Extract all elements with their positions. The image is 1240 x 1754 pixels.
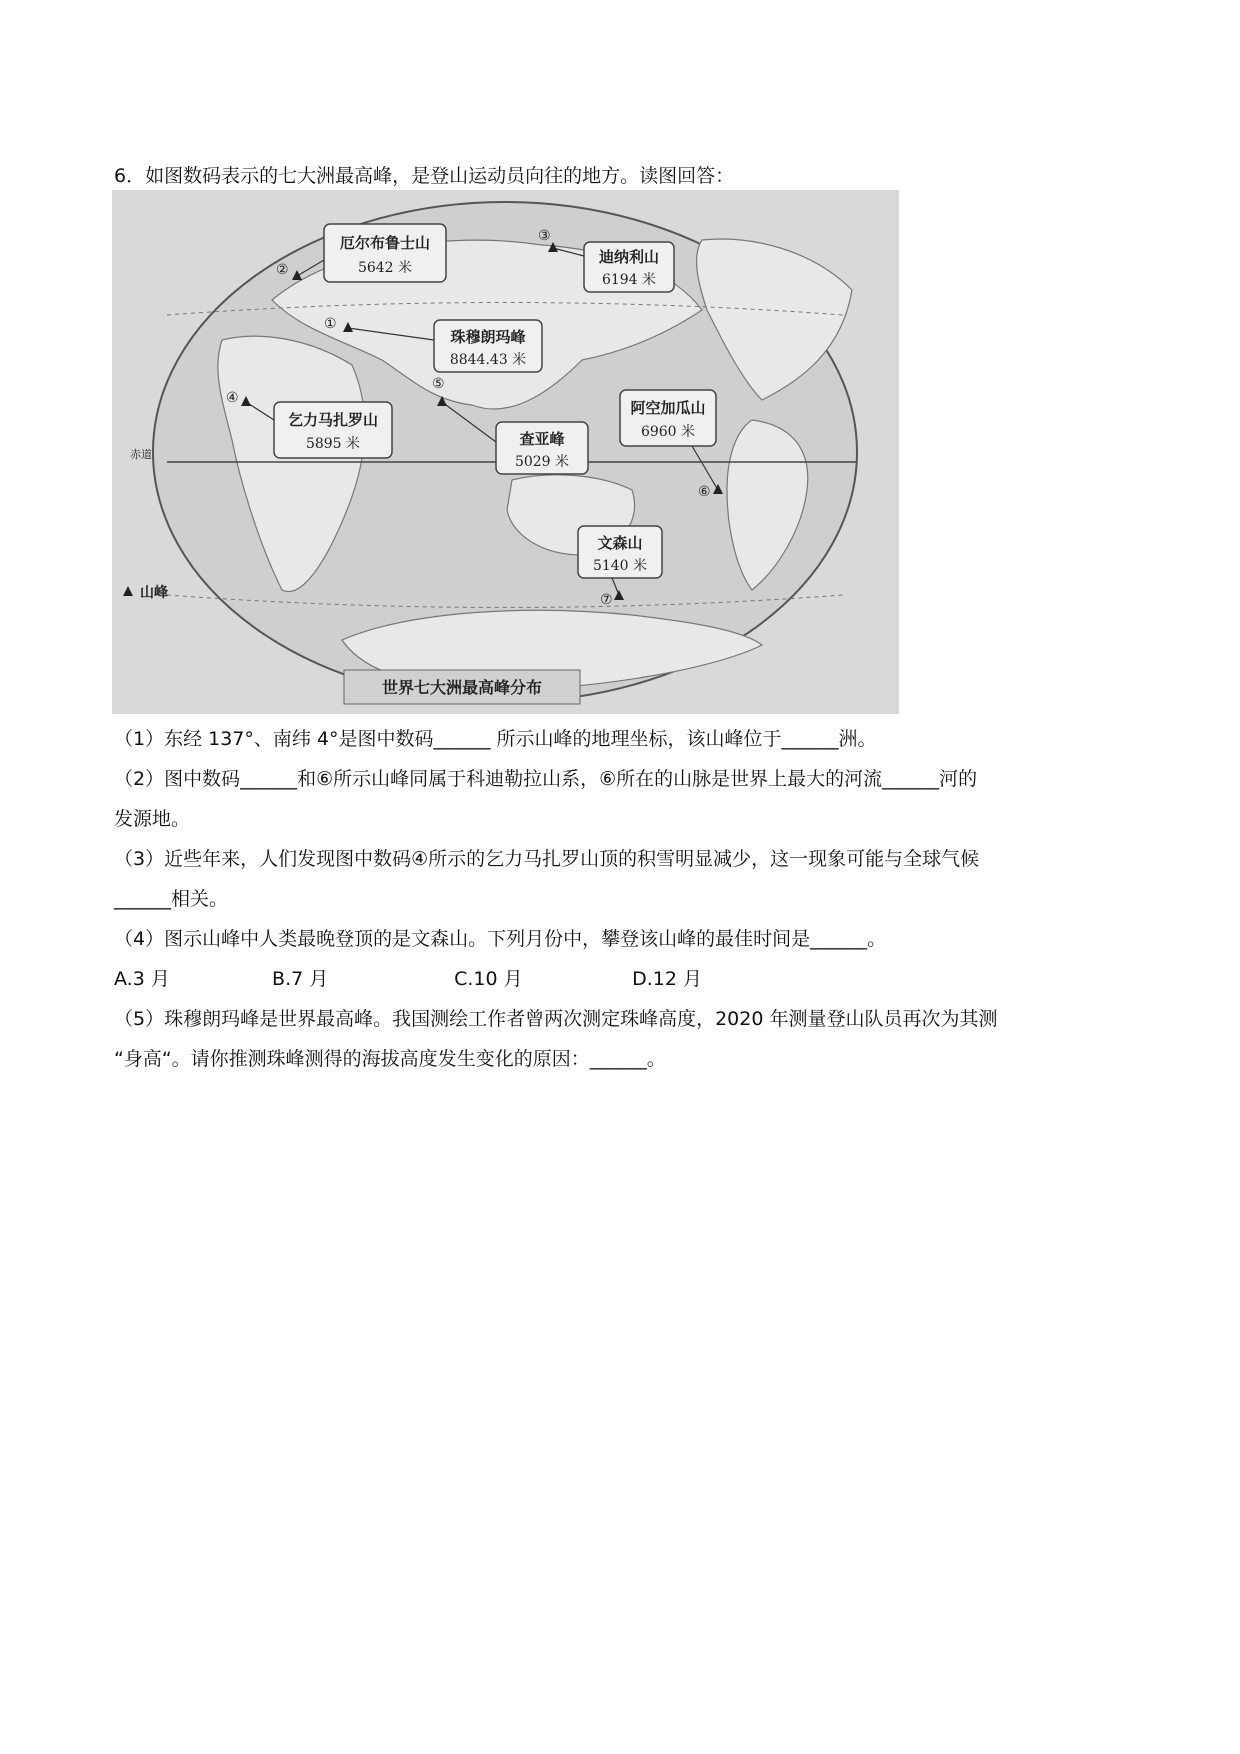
peak-label-denali — [584, 242, 674, 292]
option-a: A.3 月 — [114, 968, 170, 990]
peak-height: 8844.43 米 — [449, 352, 527, 368]
peak-number: ⑥ — [698, 484, 711, 500]
peak-name: 迪纳利山 — [598, 248, 660, 266]
question-1: （1）东经 137°、南纬 4°是图中数码______ 所示山峰的地理坐标，该山峰位于______洲。 — [114, 728, 877, 750]
option-c: C.10 月 — [454, 968, 523, 990]
peak-label-puncak-jaya — [496, 422, 588, 474]
peak-height: 5140 米 — [592, 558, 648, 574]
peak-height: 5895 米 — [305, 436, 361, 452]
peak-name: 阿空加瓜山 — [630, 399, 706, 417]
question-2-line-2: 发源地。 — [114, 808, 191, 830]
option-b: B.7 月 — [272, 968, 329, 990]
question-4: （4）图示山峰中人类最晚登顶的是文森山。下列月份中，攀登该山峰的最佳时间是______。 — [114, 928, 887, 950]
equator-label: 赤道 — [130, 448, 152, 461]
question-4-options — [114, 966, 702, 992]
peak-label-vinson — [578, 526, 662, 578]
peak-name: 乞力马扎罗山 — [287, 411, 379, 429]
peak-height: 6194 米 — [601, 272, 657, 288]
peak-height: 6960 米 — [640, 424, 696, 440]
map-svg — [112, 190, 899, 714]
question-3-line-2: ______相关。 — [114, 888, 229, 910]
peak-label-aconcagua — [620, 390, 716, 446]
legend-label: 山峰 — [140, 585, 168, 601]
option-d: D.12 月 — [632, 968, 703, 990]
peak-number: ③ — [538, 228, 551, 244]
question-5-line-2: “身高“。请你推测珠峰测得的海拔高度发生变化的原因：______。 — [114, 1048, 666, 1070]
peak-height: 5029 米 — [514, 454, 570, 470]
peak-label-elbrus — [324, 224, 446, 282]
peak-name: 珠穆朗玛峰 — [450, 328, 526, 346]
peak-number: ⑦ — [600, 592, 613, 608]
peak-number: ② — [276, 262, 289, 278]
question-3-line-1: （3）近些年来，人们发现图中数码④所示的乞力马扎罗山顶的积雪明显减少，这一现象可能与全球气候 — [114, 848, 980, 870]
question-2-line-1: （2）图中数码______和⑥所示山峰同属于科迪勒拉山系，⑥所在的山脉是世界上最大的河流______河的 — [114, 768, 978, 790]
world-peaks-map — [112, 190, 899, 714]
peak-number: ⑤ — [432, 376, 445, 392]
peak-label-kilimanjaro — [274, 402, 392, 458]
map-title: 世界七大洲最高峰分布 — [381, 678, 543, 697]
peak-name: 查亚峰 — [519, 430, 565, 448]
question-intro: 6．如图数码表示的七大洲最高峰，是登山运动员向往的地方。读图回答： — [114, 165, 735, 187]
peak-number: ① — [324, 316, 337, 332]
peak-height: 5642 米 — [357, 260, 413, 276]
peak-name: 文森山 — [597, 534, 643, 552]
peak-number: ④ — [226, 390, 239, 406]
peak-name: 厄尔布鲁士山 — [339, 234, 431, 252]
question-5-line-1: （5）珠穆朗玛峰是世界最高峰。我国测绘工作者曾两次测定珠峰高度，2020 年测量登山队员再次为其测 — [114, 1008, 998, 1030]
peak-label-everest — [434, 320, 542, 372]
